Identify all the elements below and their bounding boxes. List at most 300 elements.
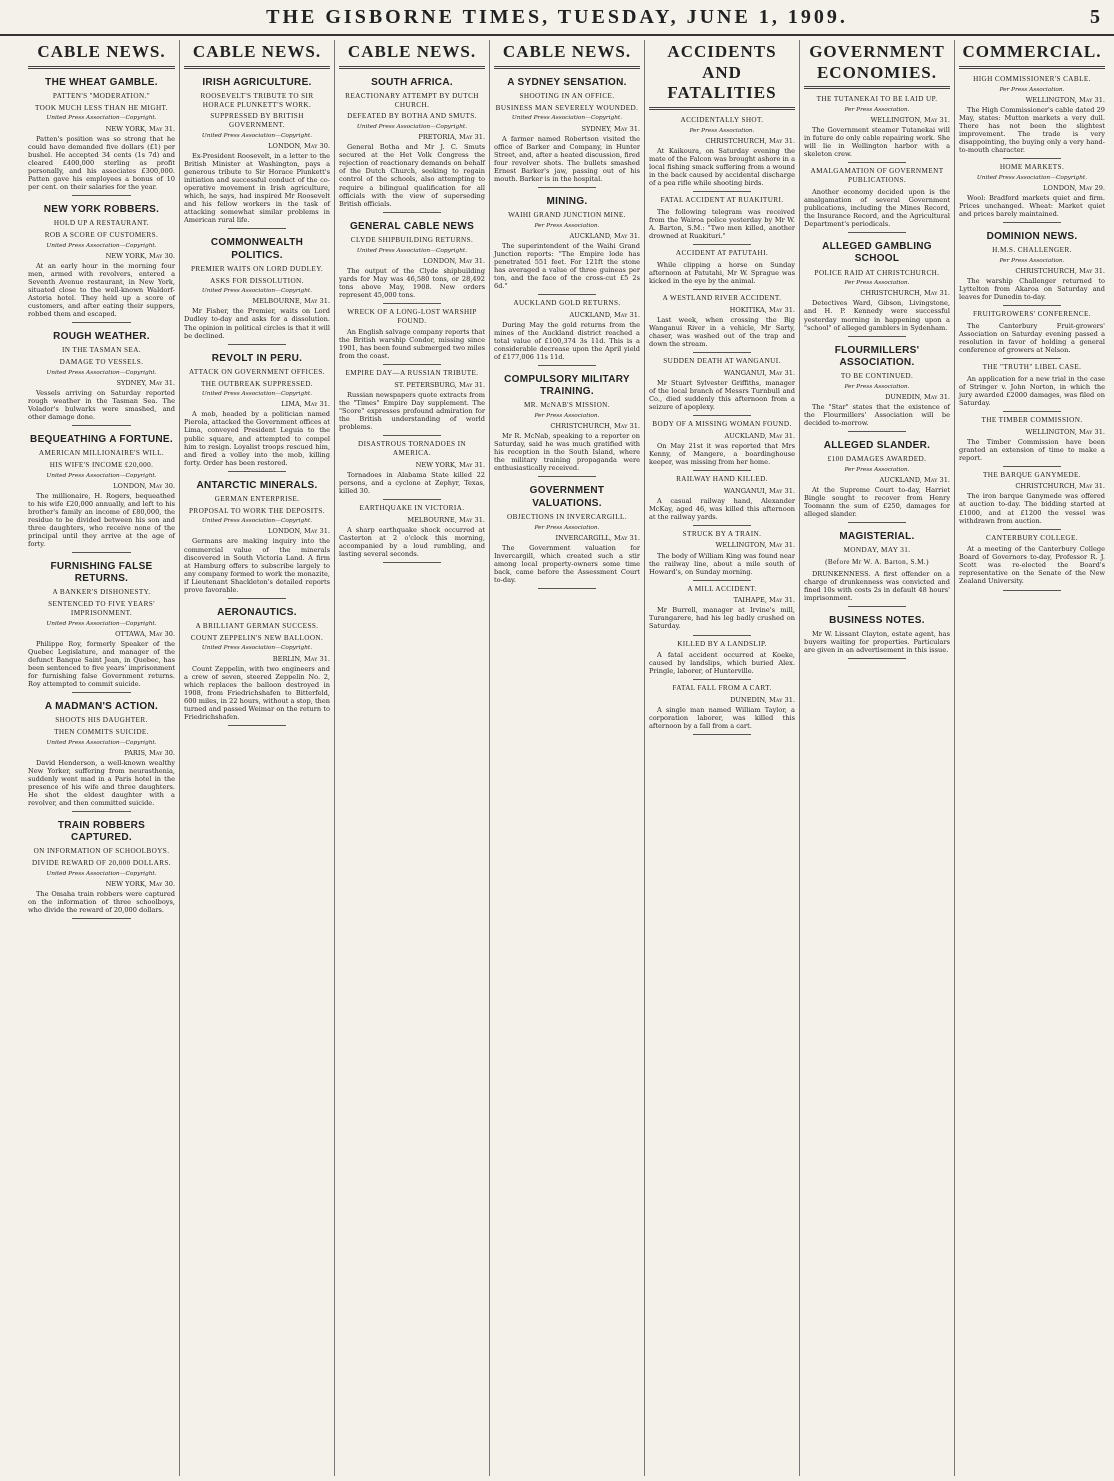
dateline: LONDON, May 31. xyxy=(423,256,485,265)
article-subheadline: STRUCK BY A TRAIN. xyxy=(682,529,762,538)
article-headline: FURNISHING FALSE RETURNS. xyxy=(50,560,153,585)
section-rule xyxy=(1003,222,1061,223)
section-rule xyxy=(693,470,751,471)
article-body: The superintendent of the Waihi Grand Junction reports: "The Empire lode has penetrated 551 feet. For 121ft the stone has averaged a value of three guineas per ton, and the face of the cross-cut £5 2s 6d." xyxy=(494,241,640,290)
section-rule xyxy=(72,692,131,693)
section-rule xyxy=(1003,466,1061,467)
column-header: CABLE NEWS. xyxy=(494,42,640,69)
article-subheadline: WAIHI GRAND JUNCTION MINE. xyxy=(508,210,626,219)
article-body: An English salvage company reports that the British warship Condor, missing since 1901, has been found submerged two miles from the coast. xyxy=(339,328,485,361)
article xyxy=(494,374,640,477)
article xyxy=(649,249,795,290)
press-credit: United Press Association—Copyright. xyxy=(201,645,313,652)
article-subheadline: ON INFORMATION OF SCHOOLBOYS. xyxy=(33,847,170,856)
press-credit: Per Press Association. xyxy=(534,413,600,420)
article xyxy=(649,420,795,471)
press-credit: United Press Association—Copyright. xyxy=(46,242,157,249)
dateline: WELLINGTON, May 31. xyxy=(715,541,795,550)
article-subheadline: A MILL ACCIDENT. xyxy=(687,584,757,593)
article-body: Mr R. McNab, speaking to a reporter on Saturday, said he was much gratified with his reception in the South Island, where the military training propaganda were enthusiastically received. xyxy=(494,432,640,473)
article xyxy=(804,167,950,233)
article-headline: REVOLT IN PERU. xyxy=(211,352,303,364)
press-credit: Per Press Association. xyxy=(844,107,910,114)
article xyxy=(339,440,485,500)
article-subheadline: FRUITGROWERS' CONFERENCE. xyxy=(973,309,1091,318)
article xyxy=(649,684,795,735)
article xyxy=(28,204,175,323)
column-header: CABLE NEWS. xyxy=(28,42,175,69)
dateline: WANGANUI, May 31. xyxy=(723,486,795,495)
column-header: COMMERCIAL. xyxy=(959,42,1105,69)
article xyxy=(28,701,175,812)
article xyxy=(959,471,1105,530)
article-headline: COMMONWEALTH POLITICS. xyxy=(210,237,304,261)
article-body: Another economy decided upon is the amalgamation of several Government publications, including the Mines Record, the Insurance Record, and the Agricultural Department's periodicals. xyxy=(804,188,950,229)
article-body: Detectives Ward, Gibson, Livingstone, and H. P. Kennedy were successful yesterday morning in happening upon a "school" of alleged gamblers in Sydenham. xyxy=(804,299,950,332)
section-rule xyxy=(228,228,286,229)
article-body: The "Star" states that the existence of the Flourmillers' Association will be decided to-morrow. xyxy=(804,402,950,427)
press-credit: United Press Association—Copyright. xyxy=(46,870,157,877)
article-subheadline: A BRILLIANT GERMAN SUCCESS. xyxy=(195,621,319,630)
article-headline: COMPULSORY MILITARY TRAINING. xyxy=(504,373,630,398)
news-column xyxy=(489,40,644,1476)
section-rule xyxy=(72,322,131,323)
article-subheadline: ACCIDENT AT PATUTAHI. xyxy=(675,249,769,258)
dateline: AUCKLAND, May 31. xyxy=(569,231,640,240)
article-subheadline: THE TIMBER COMMISSION. xyxy=(981,415,1083,424)
article-body: Ex-President Roosevelt, in a letter to the British Minister at Washington, pays a generous tribute to Sir Horace Plunkett's initiation and successful conduct of the co-operative movement in Irish agriculture, which, he says, had inspired Mr Roosevelt and his fellow workers in the task of attacking somewhat similar problems in American rural life. xyxy=(184,152,330,225)
article-headline: ALLEGED GAMBLING SCHOOL xyxy=(822,241,932,265)
article-subheadline: HIGH COMMISSIONER'S CABLE. xyxy=(973,74,1091,83)
article-body: While clipping a horse on Sunday afternoon at Patutahi, Mr W. Sprague was kicked in the eye by the animal. xyxy=(649,260,795,285)
article-body: Wool: Bradford markets quiet and firm. Prices unchanged. Wheat: Market quiet and prices barely maintained. xyxy=(959,193,1105,218)
article-subheadline: BODY OF A MISSING WOMAN FOUND. xyxy=(652,419,792,428)
article-body: DRUNKENNESS. A first offender on a charge of drunkenness was convicted and fined 10s with costs 2s in default 48 hours' imprisonment. xyxy=(804,569,950,602)
article-subheadline: £100 DAMAGES AWARDED. xyxy=(827,455,927,464)
section-rule xyxy=(383,499,441,500)
column-header: GOVERNMENT ECONOMIES. xyxy=(804,42,950,89)
article-headline: ALLEGED SLANDER. xyxy=(823,439,931,451)
article-subheadline: MONDAY, MAY 31. xyxy=(843,546,911,555)
section-rule xyxy=(538,476,596,477)
dateline: CHRISTCHURCH, May 31. xyxy=(705,137,795,146)
article-subheadline: CLYDE SHIPBUILDING RETURNS. xyxy=(350,235,474,244)
article-body: Vessels arriving on Saturday reported rough weather in the Tasman Sea. The Volador's bulwarks were smashed, and other damage done. xyxy=(28,388,175,421)
article-subheadline: AMERICAN MILLIONAIRE'S WILL. xyxy=(38,449,165,458)
article xyxy=(28,331,175,426)
article-body: A sharp earthquake shock occurred at Casterton at 2 o'clock this morning, accompanied by a loud rumbling, and lasting several seconds. xyxy=(339,525,485,559)
article xyxy=(649,196,795,245)
dateline: LONDON, May 30. xyxy=(268,142,330,151)
article xyxy=(649,294,795,353)
article xyxy=(184,480,330,599)
section-rule xyxy=(72,552,131,553)
dateline: LONDON, May 31. xyxy=(268,527,330,536)
article-body: The millionaire, H. Rogers, bequeathed to his wife £20,000 annually, and left to his brother's family an income of £80,000, the residue to be divided between his son and three daughters, who receive none of the principal until they arrive at the age of forty. xyxy=(28,491,175,548)
article-headline: AERONAUTICS. xyxy=(217,606,297,618)
article-body: At Kaikoura, on Saturday evening the mate of the Falcon was brought ashore in a local fishing smack suffering from a wound in the back caused by accidental discharge of a pea rifle while shooting birds. xyxy=(649,147,795,188)
article xyxy=(649,530,795,581)
article-body: A single man named William Taylor, a corporation laborer, was killed this afternoon by a fall from a cart. xyxy=(649,706,795,731)
article-headline: SOUTH AFRICA. xyxy=(371,76,453,88)
dateline: BERLIN, May 31. xyxy=(272,654,330,663)
article-body: General Botha and Mr J. C. Smuts secured at the Het Volk Congress the rejection of reactionary demands on behalf of the Dutch Church, seeking to regain control of the schools, also attempting to require a bilingual qualification for all officials with the view of superseding British officials. xyxy=(339,143,485,208)
column-header: CABLE NEWS. xyxy=(184,42,330,69)
article-subheadline: DAMAGE TO VESSELS. xyxy=(59,357,144,366)
page-number: 5 xyxy=(1090,6,1100,28)
section-rule xyxy=(72,425,131,426)
section-rule xyxy=(1003,411,1061,412)
section-rule xyxy=(1003,305,1061,306)
article-subheadline: THE OUTBREAK SUPPRESSED. xyxy=(200,379,314,388)
article-subheadline: CANTERBURY COLLEGE. xyxy=(986,533,1078,542)
article-subheadline: OBJECTIONS IN INVERCARGILL. xyxy=(506,512,627,521)
article xyxy=(959,163,1105,223)
article-body: The Timber Commission have been granted an extension of time to make a report. xyxy=(959,437,1105,462)
article-subheadline: ROOSEVELT'S TRIBUTE TO SIR HORACE PLUNKETT'S WORK. xyxy=(200,91,314,109)
section-rule xyxy=(693,525,751,526)
article xyxy=(959,310,1105,359)
article xyxy=(339,221,485,304)
press-credit: United Press Association—Copyright. xyxy=(201,391,313,398)
press-credit: United Press Association—Copyright. xyxy=(46,369,157,376)
section-rule xyxy=(383,562,441,563)
article-body: The following telegram was received from the Wairoa police yesterday by Mr W. A. Barton, S.M.: "Two men killed, another drowned at Ruakituri." xyxy=(649,208,795,241)
article xyxy=(959,363,1105,412)
article-subheadline: SENTENCED TO FIVE YEARS' IMPRISONMENT. xyxy=(48,600,155,617)
article-body: At a meeting of the Canterbury College Board of Governors to-day, Professor R. J. Scott was re-elected the Board's representative on the Senate of the New Zealand University. xyxy=(959,545,1105,586)
dateline: CHRISTCHURCH, May 31. xyxy=(550,422,640,431)
dateline: WELLINGTON, May 31. xyxy=(1025,95,1105,104)
article-body: A fatal accident occurred at Koeke, caused by landslips, which buried Alex. Pringle, laborer, of Hunterville. xyxy=(649,651,795,676)
article-body: The Canterbury Fruit-growers' Association on Saturday evening passed a resolution in favor of holding a general conference of growers at Nelson. xyxy=(959,321,1105,354)
section-rule xyxy=(228,471,286,472)
article-subheadline: EMPIRE DAY—A RUSSIAN TRIBUTE. xyxy=(345,369,479,378)
article-body: On May 21st it was reported that Mrs Kenny, of Mangere, a boardinghouse keeper, was missing from her home. xyxy=(649,441,795,466)
dateline: CHRISTCHURCH, May 31. xyxy=(1015,482,1105,491)
article-body: The High Commissioner's cable dated 29 May, states: Mutton markets a very dull. There has not been the slightest improvement. The trade is very disappointing, the buying only a very hand-to-mouth character. xyxy=(959,105,1105,154)
press-credit: United Press Association—Copyright. xyxy=(976,174,1088,181)
article xyxy=(494,77,640,188)
news-column xyxy=(644,40,799,1476)
section-rule xyxy=(383,364,441,365)
article xyxy=(184,237,330,344)
article-body: Count Zeppelin, with two engineers and a crew of seven, steered Zeppelin No. 2, which replaces the balloon destroyed in 1908, from Friedrichshafen to Bitterfeld, 600 miles, in 22 hours, without a stop, then turned and passed Weimar on the return to Friedrichshafen. xyxy=(184,664,330,721)
article xyxy=(339,504,485,563)
press-credit: Per Press Association. xyxy=(534,524,600,531)
section-rule xyxy=(228,725,286,726)
article-headline: MAGISTERIAL. xyxy=(839,531,915,543)
article-subheadline: RAILWAY HAND KILLED. xyxy=(676,474,768,483)
article-subheadline: AMALGAMATION OF GOVERNMENT PUBLICATIONS. xyxy=(810,167,944,185)
article-subheadline: POLICE RAID AT CHRISTCHURCH. xyxy=(814,268,940,277)
section-rule xyxy=(228,344,286,345)
article-body: The Government valuation for Invercargill, which created such a stir among local property-owners some time back, came before the Assessment Court to-day. xyxy=(494,543,640,584)
article-subheadline: MR. McNAB'S MISSION. xyxy=(524,401,610,410)
article-headline: BUSINESS NOTES. xyxy=(829,614,925,626)
dateline: CHRISTCHURCH, May 31. xyxy=(1015,266,1105,275)
article-body: An application for a new trial in the case of Stringer v. John Norton, in which the jury awarded £2000 damages, was filed on Saturday. xyxy=(959,374,1105,407)
news-column xyxy=(24,40,179,1476)
dateline: NEW YORK, May 31. xyxy=(105,124,175,133)
article-subheadline: ROB A SCORE OF CUSTOMERS. xyxy=(44,230,159,239)
dateline: WANGANUI, May 31. xyxy=(723,368,795,377)
press-credit: United Press Association—Copyright. xyxy=(201,518,313,525)
article xyxy=(494,485,640,588)
article-subheadline: EARTHQUAKE IN VICTORIA. xyxy=(359,504,465,513)
article xyxy=(804,345,950,432)
article-subheadline: WRECK OF A LONG-LOST WARSHIP FOUND. xyxy=(347,307,477,325)
article-body: Mr Fisher, the Premier, waits on Lord Dudley to-day and asks for a dissolution. The opinion in political circles is that it will be declined. xyxy=(184,307,330,340)
article-headline: TRAIN ROBBERS CAPTURED. xyxy=(57,819,146,844)
press-credit: Per Press Association. xyxy=(999,257,1065,264)
section-rule xyxy=(848,431,906,432)
dateline: WELLINGTON, May 31. xyxy=(1025,427,1105,436)
article-subheadline: HIS WIFE'S INCOME £20,000. xyxy=(49,460,154,469)
article-headline: GOVERNMENT VALUATIONS. xyxy=(529,485,605,509)
article-subheadline: TO BE CONTINUED. xyxy=(840,371,914,380)
article xyxy=(339,77,485,213)
news-column xyxy=(179,40,334,1476)
article-body: Mr Burrell, manager at Irvine's mill, Turangarere, had his leg badly crushed on Saturday. xyxy=(649,606,795,631)
press-credit: Per Press Association. xyxy=(844,280,910,287)
section-rule xyxy=(693,352,751,353)
press-credit: United Press Association—Copyright. xyxy=(356,124,468,131)
article-headline: DOMINION NEWS. xyxy=(986,230,1078,242)
press-credit: Per Press Association. xyxy=(689,127,755,134)
article-subheadline: A WESTLAND RIVER ACCIDENT. xyxy=(662,294,782,303)
dateline: NEW YORK, May 31. xyxy=(415,461,485,470)
article-subheadline: A BANKER'S DISHONESTY. xyxy=(52,588,151,597)
section-rule xyxy=(693,289,751,290)
press-credit: United Press Association—Copyright. xyxy=(46,472,157,479)
article xyxy=(28,77,175,196)
columns-container xyxy=(24,40,1109,1476)
dateline: LIMA, May 31. xyxy=(281,400,330,409)
article xyxy=(959,416,1105,467)
article xyxy=(804,531,950,607)
article-subheadline: THE "TRUTH" LIBEL CASE. xyxy=(982,362,1082,371)
article-subheadline: THEN COMMITS SUICIDE. xyxy=(54,727,149,736)
article-subheadline: PATTEN'S "MODERATION." xyxy=(52,91,151,100)
article-subheadline: REACTIONARY ATTEMPT BY DUTCH CHURCH. xyxy=(345,91,479,109)
article-subheadline: THE TUTANEKAI TO BE LAID UP. xyxy=(816,95,938,104)
section-rule xyxy=(848,658,906,659)
dateline: AUCKLAND, May 31. xyxy=(569,310,640,319)
article-body: The Omaha train robbers were captured on the information of three schoolboys, who divide the reward of 20,000 dollars. xyxy=(28,889,175,915)
section-rule xyxy=(693,635,751,636)
article-body: At an early hour in the morning four men, armed with revolvers, entered a Seventh Avenue restaurant, in New York, situated close to the well-known Waldorf-Astoria hotel. They held up a score of customers, and after eating their suppers, robbed them and escaped. xyxy=(28,261,175,318)
column-header: CABLE NEWS. xyxy=(339,42,485,69)
article xyxy=(184,607,330,726)
section-rule xyxy=(1003,529,1061,530)
article-headline: THE WHEAT GAMBLE. xyxy=(45,76,158,88)
section-rule xyxy=(693,191,751,192)
article-body: The output of the Clyde shipbuilding yards for May was 46,580 tons, or 28,492 tons above May, 1908. New orders represent 45,000 tons. xyxy=(339,266,485,299)
article xyxy=(649,585,795,636)
article xyxy=(649,640,795,681)
press-credit: United Press Association—Copyright. xyxy=(201,133,313,140)
article xyxy=(28,561,175,693)
section-rule xyxy=(848,522,906,523)
dateline: AUCKLAND, May 31. xyxy=(879,475,950,484)
article-subheadline: IN THE TASMAN SEA. xyxy=(61,346,142,355)
dateline: INVERCARGILL, May 31. xyxy=(555,533,640,542)
dateline: PRETORIA, May 31. xyxy=(418,133,485,142)
article-subheadline: HOLD UP A RESTAURANT. xyxy=(53,218,150,227)
article xyxy=(339,369,485,436)
article-subheadline: FATAL ACCIDENT AT RUAKITURI. xyxy=(660,196,784,205)
article-subheadline: BUSINESS MAN SEVERELY WOUNDED. xyxy=(495,103,639,112)
article-subheadline: H.M.S. CHALLENGER. xyxy=(992,245,1072,254)
article xyxy=(804,95,950,163)
dateline: TAIHAPE, May 31. xyxy=(733,596,795,605)
article-subheadline: SHOOTS HIS DAUGHTER. xyxy=(55,716,148,725)
article-body: A mob, headed by a politician named Pierola, attacked the Government offices at Lima, conveyed President Leguia to the public square, and attempted to compel him to resign. Loyalist troops rescued him, and fired a volley into the mob, killing forty. Order has been restored. xyxy=(184,410,330,467)
section-rule xyxy=(848,336,906,337)
dateline: HOKITIKA, May 31. xyxy=(729,305,795,314)
column-header: ACCIDENTS AND FATALITIES xyxy=(649,42,795,110)
article-subheadline: GERMAN ENTERPRISE. xyxy=(214,494,300,503)
dateline: ST. PETERSBURG, May 31. xyxy=(394,381,485,390)
section-rule xyxy=(228,598,286,599)
article xyxy=(959,231,1105,306)
press-credit: United Press Association—Copyright. xyxy=(46,115,157,122)
article-headline: MINING. xyxy=(546,195,588,207)
article xyxy=(959,534,1105,591)
article-body: The iron barque Ganymede was offered at auction to-day. The bidding started at £1000, and at £1200 the vessel was withdrawn from auction. xyxy=(959,492,1105,525)
press-credit: Per Press Association. xyxy=(534,222,600,229)
article-subheadline: ASKS FOR DISSOLUTION. xyxy=(210,276,304,285)
article-body: A casual railway hand, Alexander McKay, aged 46, was killed this afternoon at the railway yards. xyxy=(649,496,795,521)
dateline: DUNEDIN, May 31. xyxy=(885,392,950,401)
article-body: During May the gold returns from the mines of the Auckland district reached a total value of £100,374 3s 11d. This is a considerable decrease upon the April yield of £177,006 11s 11d. xyxy=(494,320,640,361)
article-headline: NEW YORK ROBBERS. xyxy=(43,203,160,215)
dateline: PARIS, May 30. xyxy=(124,748,175,757)
press-credit: United Press Association—Copyright. xyxy=(46,620,157,627)
article-body: Mr W. Lissant Clayton, estate agent, has buyers waiting for properties. Particulars are given in an advertisement in this issue. xyxy=(804,630,950,655)
article xyxy=(959,75,1105,159)
article-subheadline: SUDDEN DEATH AT WANGANUI. xyxy=(663,356,781,365)
news-column xyxy=(334,40,489,1476)
article-subheadline: KILLED BY A LANDSLIP. xyxy=(677,639,767,648)
article-subheadline: SUPPRESSED BY BRITISH GOVERNMENT. xyxy=(210,112,304,130)
article-subheadline: DIVIDE REWARD OF 20,000 DOLLARS. xyxy=(32,859,171,868)
article xyxy=(804,615,950,659)
dateline: OTTAWA, May 30. xyxy=(115,629,175,638)
section-rule xyxy=(1003,590,1061,591)
article-subheadline: ATTACK ON GOVERNMENT OFFICES. xyxy=(189,367,325,376)
masthead-title: THE GISBORNE TIMES, TUESDAY, JUNE 1, 1909. xyxy=(266,6,848,28)
section-rule xyxy=(693,415,751,416)
dateline: MELBOURNE, May 31. xyxy=(407,515,485,524)
article-headline: ANTARCTIC MINERALS. xyxy=(196,479,318,491)
article-body: The warship Challenger returned to Lyttelton from Akaroa on Saturday and leaves for Dunedin to-day. xyxy=(959,276,1105,301)
dateline: NEW YORK, May 30. xyxy=(105,879,175,888)
section-rule xyxy=(538,294,596,295)
press-credit: United Press Association—Copyright. xyxy=(511,115,623,122)
article-subheadline: SHOOTING IN AN OFFICE. xyxy=(519,91,615,100)
article-headline: ROUGH WEATHER. xyxy=(53,330,150,342)
news-column xyxy=(799,40,954,1476)
article-subheadline: AUCKLAND GOLD RETURNS. xyxy=(513,299,621,308)
article xyxy=(28,434,175,553)
article-body: The body of William King was found near the railway line, about a mile south of Howard's, on Sunday morning. xyxy=(649,551,795,576)
section-rule xyxy=(848,162,906,163)
article-subheadline: DEFEATED BY BOTHA AND SMUTS. xyxy=(347,112,477,121)
article-body: At the Supreme Court to-day, Harriet Bingle sought to recover from Henry Toomann the sum of £250, damages for alleged slander. xyxy=(804,485,950,519)
article-body: Patten's position was so strong that he could have demanded five dollars (£1) per bushel. He accepted 34 cents (1s 7d) and cleared £400,000 sterling as profit personally, and his associates £300,000. Patten gave his employees a bonus of 10 per cent. on their salaries for the year. xyxy=(28,134,175,191)
section-rule xyxy=(538,588,596,589)
article xyxy=(804,440,950,523)
article xyxy=(804,241,950,336)
dateline: DUNEDIN, May 31. xyxy=(730,696,795,705)
article-headline: BEQUEATHING A FORTUNE. xyxy=(30,433,173,445)
article-body: Last week, when crossing the Big Wanganui River in a vehicle, Mr Sarty, chaser, was washed out of the trap and down the stream. xyxy=(649,315,795,348)
article xyxy=(649,116,795,192)
article-body: Germans are making inquiry into the commercial value of the minerals discovered in South Victoria Land. A firm at Hamburg offers to subscribe largely to any company formed to work the monazite, if Lieutenant Shackleton's detailed reports prove favorable. xyxy=(184,537,330,594)
dateline: CHRISTCHURCH, May 31. xyxy=(860,289,950,298)
article-body: David Henderson, a well-known wealthy New Yorker, suffering from neurasthenia, suddenly went mad in a Paris hotel in the presence of his wife and three daughters. He shot the eldest daughter with a revolver, and then committed suicide. xyxy=(28,758,175,807)
article xyxy=(494,196,640,295)
masthead xyxy=(0,0,1114,36)
article-body: Philippe Roy, formerly Speaker of the Quebec Legislature, and manager of the defunct Banque Saint Jean, in Quebec, has been sentenced to five years' imprisonment for furnishing false Government returns. Roy attempted to commit suicide. xyxy=(28,639,175,688)
article xyxy=(649,357,795,416)
article-headline: FLOURMILLERS' ASSOCIATION. xyxy=(834,344,920,368)
article-subheadline: FATAL FALL FROM A CART. xyxy=(672,684,772,693)
section-rule xyxy=(693,244,751,245)
section-rule xyxy=(72,811,131,812)
article xyxy=(28,820,175,919)
article-subheadline: PREMIER WAITS ON LORD DUDLEY. xyxy=(190,264,324,273)
dateline: LONDON, May 29. xyxy=(1043,183,1105,192)
section-rule xyxy=(72,195,131,196)
article-body: Tornadoes in Alabama State killed 22 persons, and a cyclone at Zephyr, Texas, killed 30. xyxy=(339,471,485,496)
article-subheadline: PROPOSAL TO WORK THE DEPOSITS. xyxy=(188,506,325,515)
article-subheadline: (Before Mr W. A. Barton, S.M.) xyxy=(825,558,929,567)
section-rule xyxy=(693,580,751,581)
section-rule xyxy=(383,435,441,436)
section-rule xyxy=(848,606,906,607)
section-rule xyxy=(693,679,751,680)
dateline: SYDNEY, May 31. xyxy=(116,378,175,387)
article-subheadline: COUNT ZEPPELIN'S NEW BALLOON. xyxy=(190,633,324,642)
dateline: SYDNEY, May 31. xyxy=(581,124,640,133)
article-headline: IRISH AGRICULTURE. xyxy=(202,76,312,88)
dateline: AUCKLAND, May 31. xyxy=(724,431,795,440)
section-rule xyxy=(538,365,596,366)
press-credit: Per Press Association. xyxy=(844,466,910,473)
press-credit: Per Press Association. xyxy=(999,86,1065,93)
press-credit: Per Press Association. xyxy=(844,383,910,390)
section-rule xyxy=(693,734,751,735)
news-column xyxy=(954,40,1109,1476)
article-subheadline: TOOK MUCH LESS THAN HE MIGHT. xyxy=(35,103,168,112)
article-headline: A MADMAN'S ACTION. xyxy=(44,700,159,712)
dateline: NEW YORK, May 30. xyxy=(105,251,175,260)
section-rule xyxy=(383,303,441,304)
dateline: WELLINGTON, May 31. xyxy=(870,116,950,125)
article-subheadline: DISASTROUS TORNADOES IN AMERICA. xyxy=(358,440,466,458)
article xyxy=(494,299,640,366)
press-credit: United Press Association—Copyright. xyxy=(356,247,468,254)
article-subheadline: ACCIDENTALLY SHOT. xyxy=(680,116,764,125)
article xyxy=(339,308,485,366)
article-subheadline: HOME MARKETS. xyxy=(999,162,1065,171)
article-body: The Government steamer Tutanekai will in future do only cable repairing work. She will lie in Wellington harbor with a skeleton crew. xyxy=(804,126,950,159)
article-subheadline: THE BARQUE GANYMEDE. xyxy=(982,470,1082,479)
dateline: MELBOURNE, May 31. xyxy=(252,297,330,306)
